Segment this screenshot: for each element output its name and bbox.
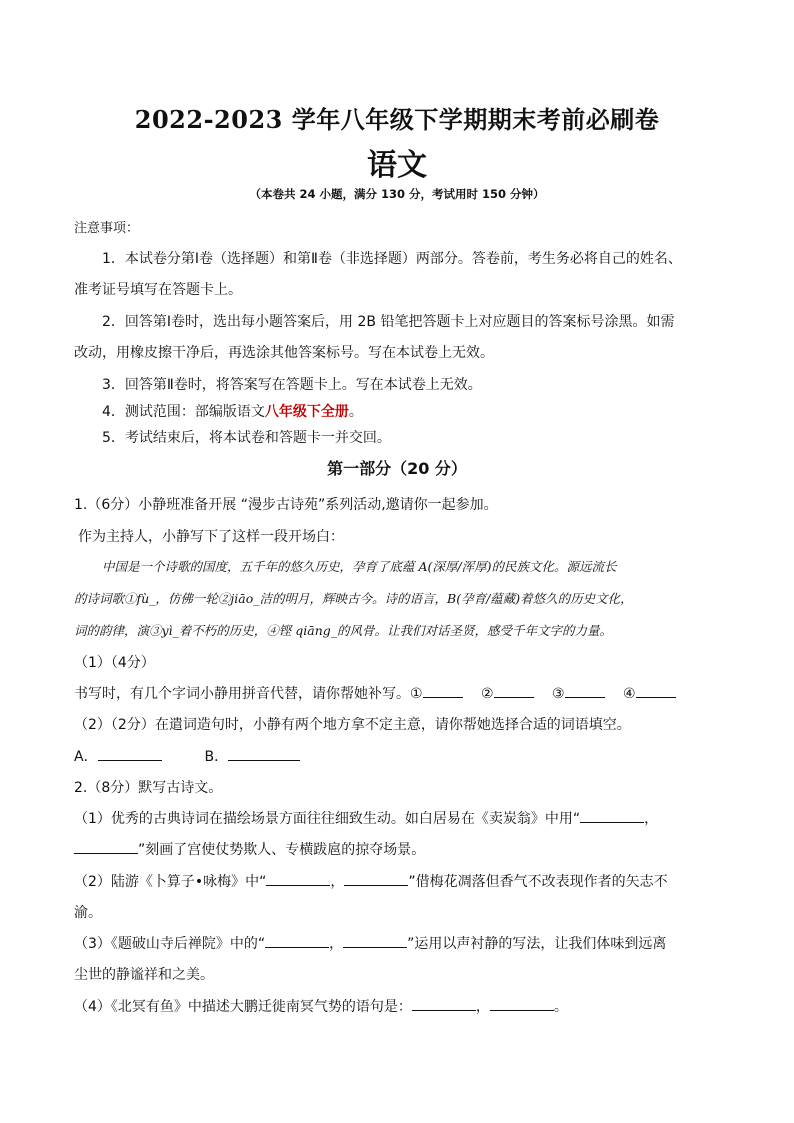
q1-sub1 bbox=[74, 683, 676, 703]
note-item-2-line-2: 改动，用橡皮擦干净后，再选涂其他答案标号。写在本试卷上无效。 bbox=[74, 345, 494, 361]
q2-sub4-blank-1[interactable] bbox=[412, 996, 476, 1011]
q2-sub1-blank-1[interactable] bbox=[580, 808, 644, 823]
note-item-4 bbox=[102, 401, 363, 421]
q2-sub1-line-1 bbox=[74, 808, 658, 828]
q2-sub2-line-2: 渝。 bbox=[74, 905, 102, 921]
option-a-label: A． bbox=[74, 749, 98, 765]
answer-blank-1[interactable] bbox=[423, 683, 463, 698]
note-item-1-line-1: 1．本试卷分第Ⅰ卷（选择题）和第Ⅱ卷（非选择题）两部分。答卷前，考生务必将自己的姓名、 bbox=[102, 251, 682, 267]
q2-sub3-blank-1[interactable] bbox=[265, 933, 329, 948]
answer-blank-4[interactable] bbox=[636, 683, 676, 698]
q2-sub1-text-2: ”刻画了宫使仗势欺人、专横跋扈的掠夺场景。 bbox=[138, 842, 426, 858]
blank-mark-3: ③ bbox=[552, 686, 565, 702]
q2-sub2-blank-2[interactable] bbox=[344, 871, 408, 886]
q2-sub2-blank-1[interactable] bbox=[266, 871, 330, 886]
subject-title: 语文 bbox=[367, 148, 427, 183]
section-1-title: 第一部分（20 分） bbox=[327, 459, 467, 478]
q1-stem: 1.（6分）小静班准备开展 “漫步古诗苑”系列活动,邀请你一起参加。 bbox=[74, 497, 498, 513]
q2-sub2-line-1 bbox=[74, 871, 668, 891]
q2-sub1-comma: ， bbox=[644, 811, 659, 827]
blank-mark-2: ② bbox=[481, 686, 494, 702]
q1-sub1-label: （1）（4分） bbox=[74, 655, 155, 671]
q1-sub2: （2）（2分）在遣词造句时，小静有两个地方拿不定主意，请你帮她选择合适的词语填空。 bbox=[74, 717, 631, 733]
note-item-4-suffix: 。 bbox=[348, 404, 363, 420]
q1-sub1-text: 书写时，有几个字词小静用拼音代替，请你帮她补写。 bbox=[74, 686, 410, 702]
q2-sub4-end: 。 bbox=[553, 999, 568, 1015]
q2-sub2-text-2: ”借梅花凋落但香气不改表现作者的矢志不 bbox=[408, 874, 668, 890]
q2-sub4-blank-2[interactable] bbox=[490, 996, 554, 1011]
q1-passage-line-2: 的诗词歌①fù_，仿佛一轮②jiāo_洁的明月，辉映古今。诗的语言，B(孕育/蕴藏)着悠久的历史文化， bbox=[74, 591, 633, 606]
q2-sub2-comma: ， bbox=[330, 874, 345, 890]
answer-blank-3[interactable] bbox=[565, 683, 605, 698]
q2-sub1-text: （1）优秀的古典诗词在描绘场景方面往往细致生动。如白居易在《卖炭翁》中用“ bbox=[74, 811, 581, 827]
q2-sub4 bbox=[74, 996, 568, 1016]
note-item-3: 3．回答第Ⅱ卷时，将答案写在答题卡上。写在本试卷上无效。 bbox=[102, 377, 482, 393]
q2-stem: 2.（8分）默写古诗文。 bbox=[74, 780, 223, 796]
q2-sub4-comma: ， bbox=[475, 999, 490, 1015]
exam-title: 2022-2023 学年八年级下学期期末考前必刷卷 bbox=[134, 105, 660, 134]
note-item-4-scope: 八年级下全册 bbox=[264, 404, 349, 420]
q2-sub4-text: （4）《北冥有鱼》中描述大鹏迁徙南冥气势的语句是： bbox=[74, 999, 412, 1015]
note-item-4-prefix: 4．测试范围：部编版语文 bbox=[102, 404, 265, 420]
option-a-blank[interactable] bbox=[98, 746, 162, 761]
q2-sub3-comma: ， bbox=[329, 936, 344, 952]
option-b-label: B． bbox=[204, 749, 229, 765]
q2-sub3-line-2: 尘世的静谧祥和之美。 bbox=[74, 967, 214, 983]
note-item-2-line-1: 2．回答第Ⅰ卷时，选出每小题答案后，用 2B 铅笔把答题卡上对应题目的答案标号涂黑。如需 bbox=[102, 314, 675, 330]
q2-sub1-line-2 bbox=[74, 839, 425, 859]
q2-sub3-blank-2[interactable] bbox=[343, 933, 407, 948]
q1-intro: 作为主持人，小静写下了这样一段开场白： bbox=[78, 529, 344, 545]
q1-passage-line-1: 中国是一个诗歌的国度，五千年的悠久历史，孕育了底蕴 A(深厚/浑厚)的民族文化。源远流长 bbox=[102, 559, 617, 574]
q2-sub3-text-2: ”运用以声衬静的写法，让我们体味到远离 bbox=[407, 936, 667, 952]
blank-mark-1: ① bbox=[410, 686, 423, 702]
blank-mark-4: ④ bbox=[623, 686, 636, 702]
q1-passage-line-3: 词的韵律，演③yì_着不朽的历史，④铿 qiāng_的风骨。让我们对话圣贤，感受千年文字的力量。 bbox=[74, 623, 613, 638]
q1-options bbox=[74, 746, 300, 766]
answer-blank-2[interactable] bbox=[494, 683, 534, 698]
exam-info: （本卷共 24 小题，满分 130 分，考试用时 150 分钟） bbox=[249, 187, 545, 201]
q2-sub1-blank-2[interactable] bbox=[74, 839, 138, 854]
note-item-5: 5．考试结束后，将本试卷和答题卡一并交回。 bbox=[102, 430, 391, 446]
q2-sub3-line-1 bbox=[74, 933, 666, 953]
note-item-1-line-2: 准考证号填写在答题卡上。 bbox=[74, 282, 242, 298]
q2-sub3-text: （3）《题破山寺后禅院》中的“ bbox=[74, 936, 266, 952]
q2-sub2-text: （2）陆游《卜算子•咏梅》中“ bbox=[74, 874, 267, 890]
notes-heading: 注意事项： bbox=[74, 221, 140, 236]
option-b-blank[interactable] bbox=[228, 746, 300, 761]
